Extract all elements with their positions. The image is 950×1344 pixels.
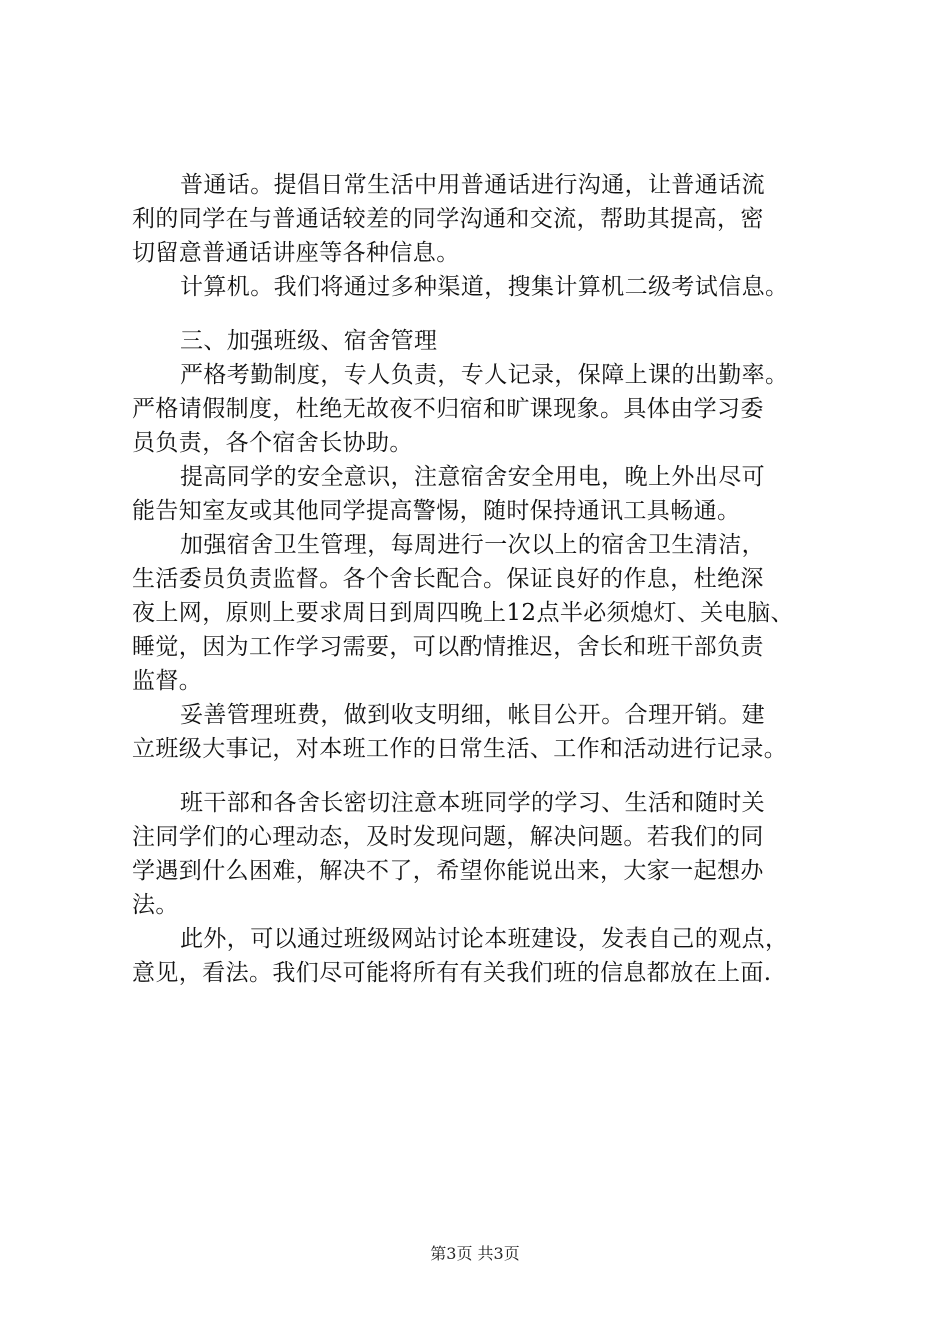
text-line: 意见，看法。我们尽可能将所有有关我们班的信息都放在上面. — [132, 960, 772, 986]
text-line: 此外，可以通过班级网站讨论本班建设，发表自己的观点， — [180, 926, 789, 952]
text-line: 法。 — [132, 892, 179, 918]
paragraph-safety — [132, 460, 838, 528]
text-line: 妥善管理班费，做到收支明细，帐目公开。合理开销。建 — [180, 702, 765, 728]
paragraph-attendance — [132, 358, 838, 460]
paragraph-class-fund — [132, 698, 838, 766]
text-line: 生活委员负责监督。各个舍长配合。保证良好的作息，杜绝深 — [132, 566, 764, 592]
section-spacer — [132, 304, 838, 324]
document-body — [132, 168, 838, 990]
heading-text: 三、加强班级、宿舍管理 — [180, 328, 438, 354]
text-line: 注同学们的心理动态，及时发现问题，解决问题。若我们的同 — [132, 824, 764, 850]
paragraph-website — [132, 922, 838, 990]
paragraph-care — [132, 786, 838, 922]
text-line: 睡觉，因为工作学习需要，可以酌情推迟，舍长和班干部负责 — [132, 634, 764, 660]
text-line: 利的同学在与普通话较差的同学沟通和交流，帮助其提高，密 — [132, 206, 764, 232]
text-line: 计算机。我们将通过多种渠道，搜集计算机二级考试信息。 — [180, 274, 789, 300]
paragraph-computer — [132, 270, 838, 304]
text-line: 监督。 — [132, 668, 203, 694]
text-line: 员负责，各个宿舍长协助。 — [132, 430, 413, 456]
text-line: 加强宿舍卫生管理，每周进行一次以上的宿舍卫生清洁， — [180, 532, 765, 558]
text-line: 切留意普通话讲座等各种信息。 — [132, 240, 460, 266]
text-line: 夜上网，原则上要求周日到周四晚上12点半必须熄灯、关电脑、 — [132, 600, 794, 626]
text-line: 能告知室友或其他同学提高警惕，随时保持通讯工具畅通。 — [132, 498, 741, 524]
section-spacer — [132, 766, 838, 786]
text-line: 立班级大事记，对本班工作的日常生活、工作和活动进行记录。 — [132, 736, 788, 762]
page-number: 第3页 共3页 — [430, 1244, 520, 1263]
text-line: 提高同学的安全意识，注意宿舍安全用电，晚上外出尽可 — [180, 464, 765, 490]
section-heading — [132, 324, 838, 358]
paragraph-hygiene — [132, 528, 838, 698]
text-line: 严格考勤制度，专人负责，专人记录，保障上课的出勤率。 — [180, 362, 789, 388]
text-line: 学遇到什么困难，解决不了，希望你能说出来，大家一起想办 — [132, 858, 764, 884]
text-line: 普通话。提倡日常生活中用普通话进行沟通，让普通话流 — [180, 172, 765, 198]
text-line: 严格请假制度，杜绝无故夜不归宿和旷课现象。具体由学习委 — [132, 396, 764, 422]
paragraph-mandarin — [132, 168, 838, 270]
text-line: 班干部和各舍长密切注意本班同学的学习、生活和随时关 — [180, 790, 765, 816]
